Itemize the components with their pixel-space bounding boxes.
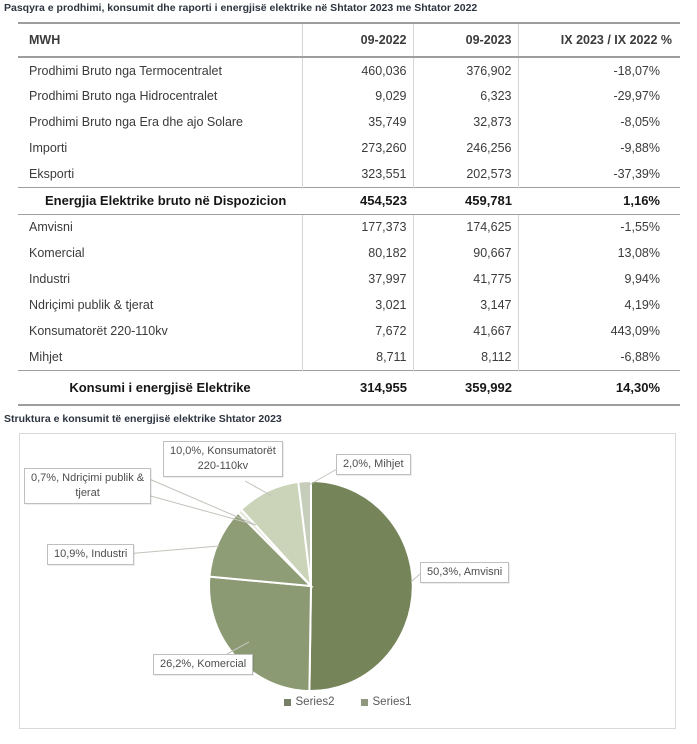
legend-label-series2: Series2 xyxy=(295,696,335,708)
row-label: Industri xyxy=(29,272,70,286)
table-title: Pasqyra e prodhimi, konsumit dhe raporti i energjisë elektrike në Shtator 2023 me Shtator 2022 xyxy=(4,2,478,14)
pie-label-ndricimi xyxy=(24,468,151,504)
row-label: Konsumatorët 220-110kv xyxy=(29,324,168,338)
value-09-2022: 273,260 xyxy=(302,135,413,161)
legend-item-series1 xyxy=(361,696,412,708)
table-row-eksporti xyxy=(18,161,680,187)
row-label: Eksporti xyxy=(29,166,75,181)
table-row-termocentralet xyxy=(18,57,680,83)
row-label: Prodhimi Bruto nga Hidrocentralet xyxy=(29,89,218,103)
leader-ndricimi-1 xyxy=(147,478,256,525)
leader-konsumatoret xyxy=(245,481,272,496)
value-09-2022: 37,997 xyxy=(302,266,413,292)
value-09-2022: 460,036 xyxy=(302,57,413,83)
value-09-2023: 459,781 xyxy=(413,187,518,214)
legend-marker-series2-icon xyxy=(284,699,291,706)
chart-title: Struktura e konsumit të energjisë elektrike Shtator 2023 xyxy=(4,413,282,425)
pie-label-konsumatoret xyxy=(163,441,283,477)
legend-label-series1: Series1 xyxy=(372,696,412,708)
row-label: Komercial xyxy=(29,246,85,260)
table-row-dispozicion xyxy=(18,187,680,214)
chart-legend xyxy=(20,696,675,708)
column-header-percent: IX 2023 / IX 2022 % xyxy=(518,23,680,57)
value-09-2022: 177,373 xyxy=(302,214,413,240)
table-row-mihjet xyxy=(18,344,680,370)
value-09-2023: 202,573 xyxy=(413,161,518,187)
value-09-2023: 3,147 xyxy=(413,292,518,318)
row-label: Prodhimi Bruto nga Termocentralet xyxy=(29,63,222,78)
table-row-amvisni xyxy=(18,214,680,240)
column-header-mwh: MWH xyxy=(18,23,302,57)
row-label: Ndriçimi publik & tjerat xyxy=(29,298,154,312)
pie-label-line: 220-110kv xyxy=(197,460,249,472)
value-percent: -18,07% xyxy=(518,57,680,83)
value-09-2023: 6,323 xyxy=(413,83,518,109)
column-header-09-2022: 09-2022 xyxy=(302,23,413,57)
value-09-2023: 376,902 xyxy=(413,57,518,83)
pie-label-industri: 10,9%, Industri xyxy=(47,544,134,565)
value-percent: 9,94% xyxy=(518,266,680,292)
table-row-importi xyxy=(18,135,680,161)
value-09-2023: 41,667 xyxy=(413,318,518,344)
row-label: Amvisni xyxy=(29,220,73,235)
value-percent: 1,16% xyxy=(518,187,680,214)
value-percent: -1,55% xyxy=(518,214,680,240)
pie-label-komercial: 26,2%, Komercial xyxy=(153,654,253,675)
pie-label-line: 10,0%, Konsumatorët xyxy=(170,445,276,457)
value-percent: -6,88% xyxy=(518,344,680,370)
value-09-2023: 41,775 xyxy=(413,266,518,292)
legend-marker-series1-icon xyxy=(361,699,368,706)
table-row-konsumi xyxy=(18,370,680,405)
row-label: Mihjet xyxy=(29,349,63,364)
value-09-2023: 32,873 xyxy=(413,109,518,135)
pie-label-amvisni: 50,3%, Amvisni xyxy=(420,562,509,583)
pie-slice-amvisni xyxy=(309,481,412,691)
value-09-2023: 174,625 xyxy=(413,214,518,240)
value-09-2022: 314,955 xyxy=(302,370,413,405)
value-percent: -37,39% xyxy=(518,161,680,187)
leader-industri xyxy=(126,546,219,554)
table-header xyxy=(18,23,680,57)
value-09-2022: 454,523 xyxy=(302,187,413,214)
value-percent: -9,88% xyxy=(518,135,680,161)
value-percent: -29,97% xyxy=(518,83,680,109)
value-09-2022: 8,711 xyxy=(302,344,413,370)
row-label: Prodhimi Bruto nga Era dhe ajo Solare xyxy=(29,115,244,129)
table-row-konsumatoret xyxy=(18,318,680,344)
value-09-2022: 3,021 xyxy=(302,292,413,318)
legend-item-series2 xyxy=(284,696,335,708)
value-09-2023: 8,112 xyxy=(413,344,518,370)
row-label: Energjia Elektrike bruto në Dispozicion xyxy=(18,187,302,214)
table-row-hidrocentralet xyxy=(18,83,680,109)
pie-chart xyxy=(19,433,676,729)
table-row-industri xyxy=(18,266,680,292)
energy-table xyxy=(18,22,680,406)
row-label: Konsumi i energjisë Elektrike xyxy=(18,370,302,405)
table-header-row xyxy=(18,23,680,57)
pie-label-line: tjerat xyxy=(75,487,100,499)
value-09-2022: 80,182 xyxy=(302,240,413,266)
table-row-ndricimi xyxy=(18,292,680,318)
value-09-2022: 9,029 xyxy=(302,83,413,109)
value-09-2023: 359,992 xyxy=(413,370,518,405)
pie-label-mihjet: 2,0%, Mihjet xyxy=(336,454,411,475)
value-percent: 4,19% xyxy=(518,292,680,318)
value-percent: 14,30% xyxy=(518,370,680,405)
value-09-2023: 246,256 xyxy=(413,135,518,161)
value-09-2022: 323,551 xyxy=(302,161,413,187)
value-percent: 13,08% xyxy=(518,240,680,266)
value-09-2023: 90,667 xyxy=(413,240,518,266)
table-row-komercial xyxy=(18,240,680,266)
column-header-09-2023: 09-2023 xyxy=(413,23,518,57)
table-row-era-solare xyxy=(18,109,680,135)
value-09-2022: 7,672 xyxy=(302,318,413,344)
value-percent: -8,05% xyxy=(518,109,680,135)
row-label: Importi xyxy=(29,141,68,155)
energy-table-body xyxy=(18,57,680,405)
value-percent: 443,09% xyxy=(518,318,680,344)
pie-label-line: 0,7%, Ndriçimi publik & xyxy=(31,472,145,484)
value-09-2022: 35,749 xyxy=(302,109,413,135)
